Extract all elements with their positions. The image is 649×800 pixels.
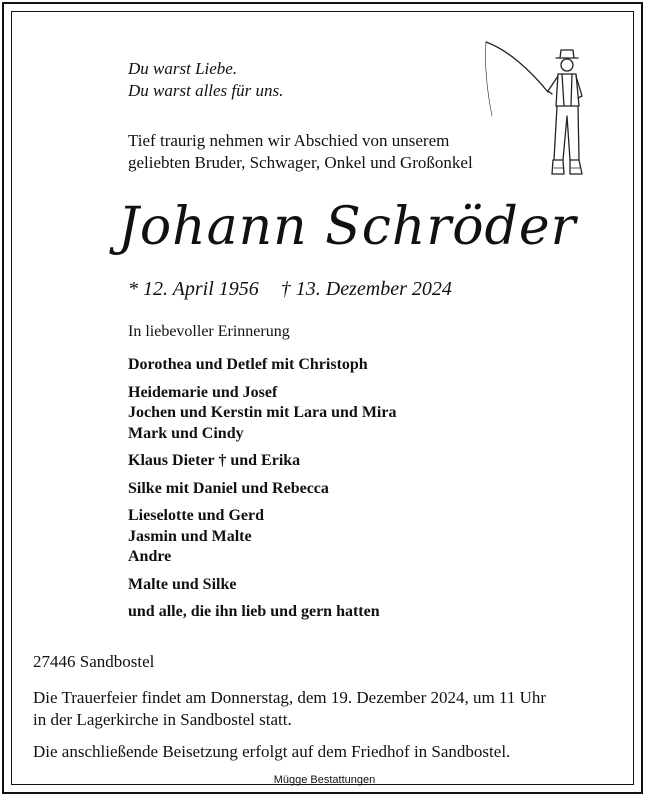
ceremony-line-1: Die Trauerfeier findet am Donnerstag, dem 19. Dezember 2024, um 11 Uhr [33, 688, 547, 707]
mourner-line: Heidemarie und Josef [128, 383, 278, 401]
mourner-line: und alle, die ihn lieb und gern hatten [128, 603, 380, 620]
burial-info: Die anschließende Beisetzung erfolgt auf dem Friedhof in Sandbostel. [33, 742, 511, 761]
location: 27446 Sandbostel [33, 652, 155, 671]
mourner-line: Jasmin und Malte [128, 527, 252, 545]
deceased-name: Johann Schröder [118, 197, 577, 257]
mourner-group [128, 506, 396, 568]
quote-line-2: Du warst alles für uns. [128, 81, 284, 100]
mourners-list [128, 355, 396, 630]
ceremony-line-2: in der Lagerkirche in Sandbostel statt. [33, 710, 292, 729]
intro-line-1: Tief traurig nehmen wir Abschied von unserem [128, 131, 450, 150]
death-date: † 13. Dezember 2024 [280, 278, 452, 300]
intro-line-2: geliebten Bruder, Schwager, Onkel und Großonkel [128, 153, 473, 172]
mourner-line: Jochen und Kerstin mit Lara und Mira [128, 404, 397, 421]
mourner-line: Lieselotte und Gerd [128, 507, 264, 524]
mourner-group [128, 479, 396, 500]
birth-date: * 12. April 1956 [128, 278, 259, 300]
mourner-line: Malte und Silke [128, 575, 237, 593]
mourner-group [128, 575, 396, 596]
mourner-group [128, 355, 396, 376]
memorial-label: In liebevoller Erinnerung [128, 323, 290, 340]
mourner-line: Andre [128, 548, 172, 565]
mourner-line: Dorothea und Detlef mit Christoph [128, 356, 368, 373]
quote-line-1: Du warst Liebe. [128, 59, 238, 78]
fisherman-icon [478, 36, 588, 184]
mourner-group [128, 602, 396, 623]
undertaker-name: Mügge Bestattungen [273, 774, 376, 786]
mourner-line: Silke mit Daniel und Rebecca [128, 479, 329, 497]
mourner-group [128, 451, 396, 472]
mourner-line: Mark und Cindy [128, 424, 244, 442]
life-dates [128, 276, 452, 302]
mourner-line: Klaus Dieter † und Erika [128, 452, 301, 469]
mourner-group [128, 383, 396, 445]
